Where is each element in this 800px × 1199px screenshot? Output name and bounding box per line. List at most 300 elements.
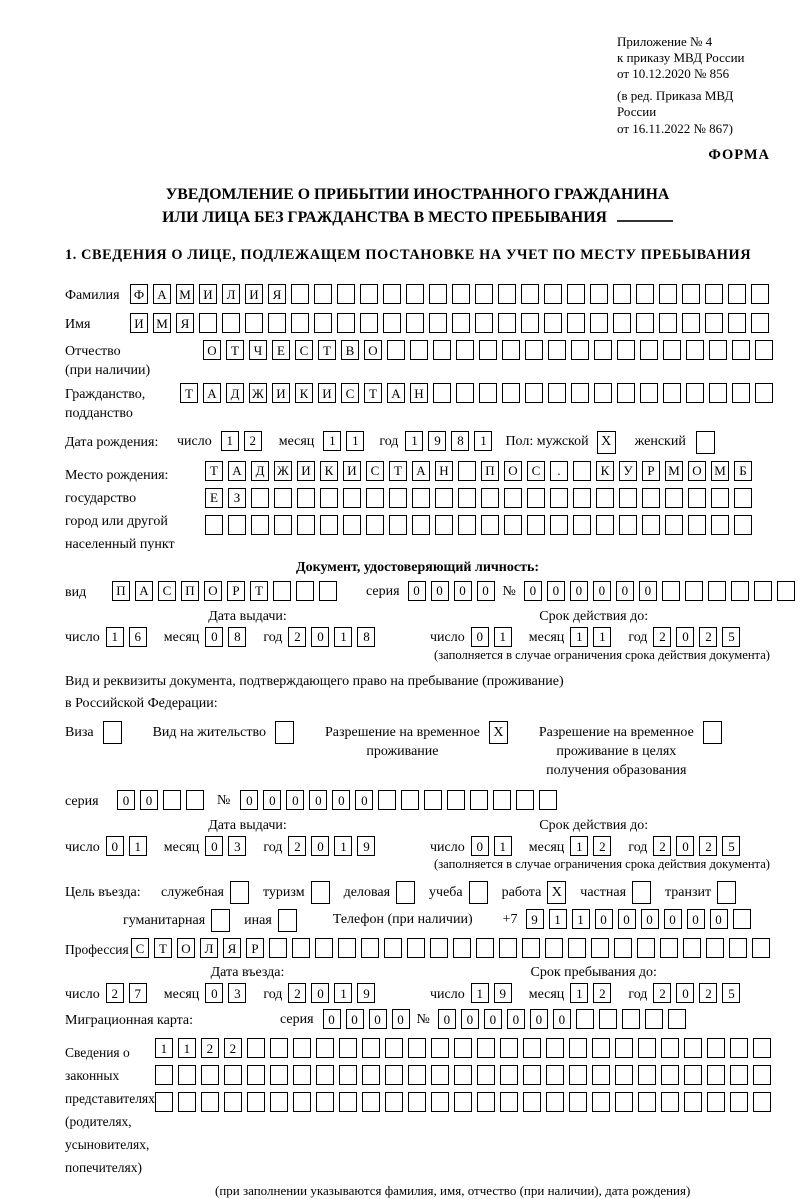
form-cell[interactable] — [708, 581, 726, 601]
form-cell[interactable] — [544, 313, 562, 333]
form-cell[interactable] — [247, 1065, 265, 1085]
form-cell[interactable] — [412, 515, 430, 535]
form-cell[interactable] — [475, 284, 493, 304]
form-cell[interactable]: М — [176, 284, 194, 304]
form-cell[interactable]: 8 — [228, 627, 246, 647]
form-cell[interactable]: 0 — [205, 983, 223, 1003]
form-cell[interactable] — [338, 938, 356, 958]
form-cell[interactable] — [385, 1065, 403, 1085]
form-cell[interactable]: 0 — [676, 983, 694, 1003]
checkbox-cell[interactable] — [696, 431, 715, 454]
form-cell[interactable]: 0 — [431, 581, 449, 601]
form-cell[interactable] — [546, 1092, 564, 1112]
form-cell[interactable]: М — [711, 461, 729, 481]
form-cell[interactable] — [205, 515, 223, 535]
form-cell[interactable]: 9 — [494, 983, 512, 1003]
form-cell[interactable] — [458, 488, 476, 508]
form-cell[interactable]: 0 — [311, 836, 329, 856]
form-cell[interactable] — [668, 1009, 686, 1029]
form-cell[interactable] — [316, 1092, 334, 1112]
form-cell[interactable] — [155, 1092, 173, 1112]
form-cell[interactable]: 2 — [653, 627, 671, 647]
form-cell[interactable] — [571, 383, 589, 403]
form-cell[interactable]: 0 — [205, 627, 223, 647]
form-cell[interactable]: А — [387, 383, 405, 403]
form-cell[interactable] — [316, 1065, 334, 1085]
form-cell[interactable]: Т — [250, 581, 268, 601]
form-cell[interactable] — [498, 313, 516, 333]
form-cell[interactable]: М — [665, 461, 683, 481]
form-cell[interactable] — [573, 515, 591, 535]
form-cell[interactable] — [315, 938, 333, 958]
form-cell[interactable]: 1 — [471, 983, 489, 1003]
form-cell[interactable] — [659, 313, 677, 333]
form-cell[interactable] — [527, 515, 545, 535]
form-cell[interactable]: Б — [734, 461, 752, 481]
form-cell[interactable] — [199, 313, 217, 333]
form-cell[interactable] — [569, 1038, 587, 1058]
form-cell[interactable]: 0 — [205, 836, 223, 856]
form-cell[interactable] — [481, 515, 499, 535]
form-cell[interactable] — [590, 313, 608, 333]
form-cell[interactable]: 1 — [334, 983, 352, 1003]
form-cell[interactable] — [470, 790, 488, 810]
form-cell[interactable] — [682, 284, 700, 304]
form-cell[interactable] — [291, 284, 309, 304]
form-cell[interactable] — [640, 340, 658, 360]
form-cell[interactable]: 9 — [526, 909, 544, 929]
form-cell[interactable]: 0 — [641, 909, 659, 929]
form-cell[interactable]: Т — [389, 461, 407, 481]
form-cell[interactable]: А — [228, 461, 246, 481]
form-cell[interactable] — [752, 938, 770, 958]
form-cell[interactable] — [590, 284, 608, 304]
form-cell[interactable] — [754, 581, 772, 601]
form-cell[interactable]: 2 — [288, 627, 306, 647]
form-cell[interactable]: 0 — [593, 581, 611, 601]
form-cell[interactable] — [452, 284, 470, 304]
form-cell[interactable]: 0 — [346, 1009, 364, 1029]
form-cell[interactable] — [424, 790, 442, 810]
form-cell[interactable] — [251, 488, 269, 508]
form-cell[interactable]: 0 — [332, 790, 350, 810]
form-cell[interactable] — [366, 515, 384, 535]
form-cell[interactable]: Т — [318, 340, 336, 360]
form-cell[interactable]: 8 — [451, 431, 469, 451]
form-cell[interactable] — [479, 383, 497, 403]
form-cell[interactable]: П — [112, 581, 130, 601]
form-cell[interactable] — [339, 1038, 357, 1058]
form-cell[interactable] — [504, 488, 522, 508]
form-cell[interactable]: . — [550, 461, 568, 481]
form-cell[interactable] — [247, 1038, 265, 1058]
form-cell[interactable] — [665, 488, 683, 508]
form-cell[interactable] — [430, 938, 448, 958]
form-cell[interactable]: 0 — [408, 581, 426, 601]
form-cell[interactable] — [568, 938, 586, 958]
form-cell[interactable] — [270, 1065, 288, 1085]
form-cell[interactable] — [498, 284, 516, 304]
form-cell[interactable] — [431, 1065, 449, 1085]
form-cell[interactable]: 2 — [288, 983, 306, 1003]
form-cell[interactable]: 1 — [549, 909, 567, 929]
form-cell[interactable]: А — [412, 461, 430, 481]
purpose-option-checkbox[interactable] — [396, 881, 415, 904]
form-cell[interactable] — [548, 340, 566, 360]
form-cell[interactable]: 9 — [357, 983, 375, 1003]
form-cell[interactable] — [224, 1065, 242, 1085]
form-cell[interactable] — [645, 1009, 663, 1029]
form-cell[interactable]: З — [228, 488, 246, 508]
form-cell[interactable] — [591, 938, 609, 958]
form-cell[interactable] — [705, 284, 723, 304]
form-cell[interactable] — [274, 488, 292, 508]
purpose-option-checkbox[interactable] — [278, 909, 297, 932]
form-cell[interactable]: 0 — [687, 909, 705, 929]
form-cell[interactable] — [270, 1092, 288, 1112]
purpose-option-checkbox[interactable] — [632, 881, 651, 904]
form-cell[interactable]: 0 — [471, 627, 489, 647]
form-cell[interactable]: 0 — [311, 627, 329, 647]
form-cell[interactable] — [479, 340, 497, 360]
form-cell[interactable]: 0 — [471, 836, 489, 856]
form-cell[interactable] — [546, 1065, 564, 1085]
form-cell[interactable] — [706, 938, 724, 958]
form-cell[interactable]: 0 — [240, 790, 258, 810]
form-cell[interactable] — [316, 1038, 334, 1058]
form-cell[interactable] — [550, 488, 568, 508]
form-cell[interactable] — [728, 284, 746, 304]
form-cell[interactable] — [337, 284, 355, 304]
form-cell[interactable]: И — [272, 383, 290, 403]
form-cell[interactable] — [343, 488, 361, 508]
form-cell[interactable] — [385, 1038, 403, 1058]
form-cell[interactable]: К — [596, 461, 614, 481]
form-cell[interactable]: 0 — [507, 1009, 525, 1029]
form-cell[interactable] — [637, 938, 655, 958]
checkbox-cell[interactable]: X — [597, 431, 616, 454]
form-cell[interactable] — [523, 1065, 541, 1085]
form-cell[interactable]: Л — [200, 938, 218, 958]
form-cell[interactable] — [362, 1092, 380, 1112]
form-cell[interactable] — [711, 515, 729, 535]
form-cell[interactable]: 1 — [221, 431, 239, 451]
form-cell[interactable] — [387, 340, 405, 360]
form-cell[interactable] — [642, 515, 660, 535]
form-cell[interactable]: 7 — [129, 983, 147, 1003]
form-cell[interactable] — [245, 313, 263, 333]
checkbox-cell[interactable] — [275, 721, 294, 744]
form-cell[interactable] — [456, 340, 474, 360]
form-cell[interactable] — [383, 284, 401, 304]
form-cell[interactable] — [545, 938, 563, 958]
form-cell[interactable] — [339, 1065, 357, 1085]
form-cell[interactable]: 2 — [699, 836, 717, 856]
form-cell[interactable] — [755, 383, 773, 403]
form-cell[interactable] — [458, 461, 476, 481]
form-cell[interactable]: 1 — [570, 627, 588, 647]
form-cell[interactable] — [458, 515, 476, 535]
form-cell[interactable] — [663, 383, 681, 403]
form-cell[interactable]: 0 — [309, 790, 327, 810]
form-cell[interactable] — [504, 515, 522, 535]
form-cell[interactable]: 2 — [699, 627, 717, 647]
form-cell[interactable] — [684, 1038, 702, 1058]
form-cell[interactable]: Ж — [249, 383, 267, 403]
form-cell[interactable]: А — [135, 581, 153, 601]
form-cell[interactable] — [296, 581, 314, 601]
form-cell[interactable] — [567, 284, 585, 304]
form-cell[interactable]: 1 — [178, 1038, 196, 1058]
form-cell[interactable] — [431, 1038, 449, 1058]
form-cell[interactable] — [362, 1065, 380, 1085]
form-cell[interactable] — [615, 1092, 633, 1112]
form-cell[interactable]: 9 — [357, 836, 375, 856]
form-cell[interactable] — [201, 1065, 219, 1085]
form-cell[interactable] — [707, 1092, 725, 1112]
form-cell[interactable]: Я — [268, 284, 286, 304]
form-cell[interactable]: О — [688, 461, 706, 481]
form-cell[interactable] — [711, 488, 729, 508]
form-cell[interactable]: Ж — [274, 461, 292, 481]
form-cell[interactable] — [659, 284, 677, 304]
form-cell[interactable]: Ф — [130, 284, 148, 304]
form-cell[interactable] — [384, 938, 402, 958]
form-cell[interactable]: 0 — [106, 836, 124, 856]
form-cell[interactable] — [660, 938, 678, 958]
form-cell[interactable]: 1 — [494, 627, 512, 647]
form-cell[interactable] — [408, 1092, 426, 1112]
form-cell[interactable] — [499, 938, 517, 958]
form-cell[interactable] — [573, 461, 591, 481]
form-cell[interactable] — [733, 909, 751, 929]
form-cell[interactable] — [247, 1092, 265, 1112]
form-cell[interactable] — [734, 515, 752, 535]
form-cell[interactable] — [314, 284, 332, 304]
form-cell[interactable] — [251, 515, 269, 535]
form-cell[interactable] — [435, 488, 453, 508]
form-cell[interactable]: 1 — [572, 909, 590, 929]
form-cell[interactable]: М — [153, 313, 171, 333]
form-cell[interactable]: 1 — [129, 836, 147, 856]
form-cell[interactable] — [361, 938, 379, 958]
form-cell[interactable] — [412, 488, 430, 508]
form-cell[interactable] — [662, 581, 680, 601]
form-cell[interactable] — [753, 1065, 771, 1085]
form-cell[interactable]: И — [343, 461, 361, 481]
form-cell[interactable]: 2 — [593, 983, 611, 1003]
form-cell[interactable]: 2 — [224, 1038, 242, 1058]
form-cell[interactable] — [594, 383, 612, 403]
form-cell[interactable]: Д — [226, 383, 244, 403]
checkbox-cell[interactable] — [103, 721, 122, 744]
form-cell[interactable]: С — [131, 938, 149, 958]
form-cell[interactable] — [685, 581, 703, 601]
form-cell[interactable] — [523, 1038, 541, 1058]
form-cell[interactable] — [665, 515, 683, 535]
form-cell[interactable] — [527, 488, 545, 508]
form-cell[interactable] — [751, 284, 769, 304]
form-cell[interactable] — [615, 1038, 633, 1058]
form-cell[interactable] — [406, 313, 424, 333]
form-cell[interactable]: 2 — [653, 983, 671, 1003]
purpose-option-checkbox[interactable] — [717, 881, 736, 904]
form-cell[interactable]: Т — [364, 383, 382, 403]
form-cell[interactable]: Т — [154, 938, 172, 958]
form-cell[interactable]: 1 — [106, 627, 124, 647]
form-cell[interactable] — [178, 1092, 196, 1112]
form-cell[interactable]: 0 — [369, 1009, 387, 1029]
form-cell[interactable] — [291, 313, 309, 333]
form-cell[interactable]: Т — [180, 383, 198, 403]
form-cell[interactable] — [638, 1065, 656, 1085]
form-cell[interactable] — [569, 1065, 587, 1085]
form-cell[interactable] — [360, 313, 378, 333]
form-cell[interactable]: К — [320, 461, 338, 481]
form-cell[interactable]: Я — [176, 313, 194, 333]
form-cell[interactable] — [638, 1038, 656, 1058]
form-cell[interactable]: П — [181, 581, 199, 601]
form-cell[interactable] — [268, 313, 286, 333]
form-cell[interactable]: 2 — [288, 836, 306, 856]
form-cell[interactable] — [523, 1092, 541, 1112]
form-cell[interactable] — [476, 938, 494, 958]
form-cell[interactable]: 3 — [228, 836, 246, 856]
form-cell[interactable]: 0 — [117, 790, 135, 810]
form-cell[interactable]: 1 — [323, 431, 341, 451]
form-cell[interactable]: 1 — [155, 1038, 173, 1058]
form-cell[interactable]: 0 — [392, 1009, 410, 1029]
form-cell[interactable] — [734, 488, 752, 508]
form-cell[interactable]: 1 — [334, 627, 352, 647]
form-cell[interactable] — [319, 581, 337, 601]
form-cell[interactable] — [385, 1092, 403, 1112]
form-cell[interactable] — [292, 938, 310, 958]
form-cell[interactable]: 0 — [595, 909, 613, 929]
form-cell[interactable]: П — [481, 461, 499, 481]
form-cell[interactable]: 0 — [553, 1009, 571, 1029]
form-cell[interactable] — [705, 313, 723, 333]
form-cell[interactable]: И — [130, 313, 148, 333]
form-cell[interactable] — [383, 313, 401, 333]
form-cell[interactable] — [661, 1065, 679, 1085]
form-cell[interactable] — [320, 515, 338, 535]
form-cell[interactable] — [573, 488, 591, 508]
form-cell[interactable]: 0 — [710, 909, 728, 929]
form-cell[interactable] — [447, 790, 465, 810]
form-cell[interactable]: 1 — [334, 836, 352, 856]
checkbox-cell[interactable]: X — [489, 721, 508, 744]
form-cell[interactable] — [293, 1038, 311, 1058]
form-cell[interactable] — [617, 383, 635, 403]
form-cell[interactable] — [619, 488, 637, 508]
form-cell[interactable] — [433, 340, 451, 360]
form-cell[interactable]: 2 — [699, 983, 717, 1003]
form-cell[interactable] — [548, 383, 566, 403]
form-cell[interactable] — [732, 383, 750, 403]
form-cell[interactable] — [521, 284, 539, 304]
form-cell[interactable] — [755, 340, 773, 360]
form-cell[interactable] — [709, 340, 727, 360]
form-cell[interactable] — [314, 313, 332, 333]
form-cell[interactable]: 1 — [570, 836, 588, 856]
form-cell[interactable] — [539, 790, 557, 810]
form-cell[interactable]: 3 — [228, 983, 246, 1003]
form-cell[interactable]: 0 — [524, 581, 542, 601]
form-cell[interactable] — [178, 1065, 196, 1085]
form-cell[interactable]: 0 — [263, 790, 281, 810]
form-cell[interactable] — [522, 938, 540, 958]
form-cell[interactable] — [615, 1065, 633, 1085]
form-cell[interactable] — [613, 313, 631, 333]
form-cell[interactable] — [619, 515, 637, 535]
form-cell[interactable] — [730, 1092, 748, 1112]
form-cell[interactable]: 0 — [530, 1009, 548, 1029]
purpose-option-checkbox[interactable] — [469, 881, 488, 904]
purpose-option-checkbox[interactable]: X — [547, 881, 566, 904]
form-cell[interactable]: С — [295, 340, 313, 360]
form-cell[interactable]: 2 — [593, 836, 611, 856]
form-cell[interactable]: С — [527, 461, 545, 481]
form-cell[interactable]: 1 — [494, 836, 512, 856]
form-cell[interactable] — [688, 488, 706, 508]
form-cell[interactable] — [686, 383, 704, 403]
form-cell[interactable]: 8 — [357, 627, 375, 647]
form-cell[interactable] — [452, 313, 470, 333]
form-cell[interactable] — [320, 488, 338, 508]
form-cell[interactable] — [475, 313, 493, 333]
form-cell[interactable]: Р — [227, 581, 245, 601]
form-cell[interactable]: 0 — [438, 1009, 456, 1029]
form-cell[interactable] — [297, 488, 315, 508]
form-cell[interactable]: О — [364, 340, 382, 360]
form-cell[interactable]: Е — [205, 488, 223, 508]
form-cell[interactable] — [269, 938, 287, 958]
form-cell[interactable] — [614, 938, 632, 958]
form-cell[interactable]: 0 — [461, 1009, 479, 1029]
form-cell[interactable]: 0 — [676, 836, 694, 856]
form-cell[interactable] — [431, 1092, 449, 1112]
form-cell[interactable]: С — [158, 581, 176, 601]
form-cell[interactable]: 1 — [593, 627, 611, 647]
form-cell[interactable]: 9 — [428, 431, 446, 451]
form-cell[interactable] — [435, 515, 453, 535]
form-cell[interactable]: 0 — [311, 983, 329, 1003]
form-cell[interactable]: Р — [642, 461, 660, 481]
form-cell[interactable] — [594, 340, 612, 360]
form-cell[interactable]: Ч — [249, 340, 267, 360]
form-cell[interactable] — [500, 1065, 518, 1085]
form-cell[interactable] — [636, 313, 654, 333]
form-cell[interactable] — [544, 284, 562, 304]
form-cell[interactable] — [343, 515, 361, 535]
form-cell[interactable] — [661, 1092, 679, 1112]
form-cell[interactable] — [270, 1038, 288, 1058]
form-cell[interactable] — [682, 313, 700, 333]
form-cell[interactable] — [642, 488, 660, 508]
form-cell[interactable]: У — [619, 461, 637, 481]
form-cell[interactable] — [493, 790, 511, 810]
form-cell[interactable] — [661, 1038, 679, 1058]
form-cell[interactable]: 0 — [477, 581, 495, 601]
form-cell[interactable] — [730, 1038, 748, 1058]
form-cell[interactable]: 0 — [355, 790, 373, 810]
form-cell[interactable] — [684, 1092, 702, 1112]
form-cell[interactable] — [599, 1009, 617, 1029]
form-cell[interactable] — [297, 515, 315, 535]
form-cell[interactable] — [401, 790, 419, 810]
form-cell[interactable] — [525, 383, 543, 403]
